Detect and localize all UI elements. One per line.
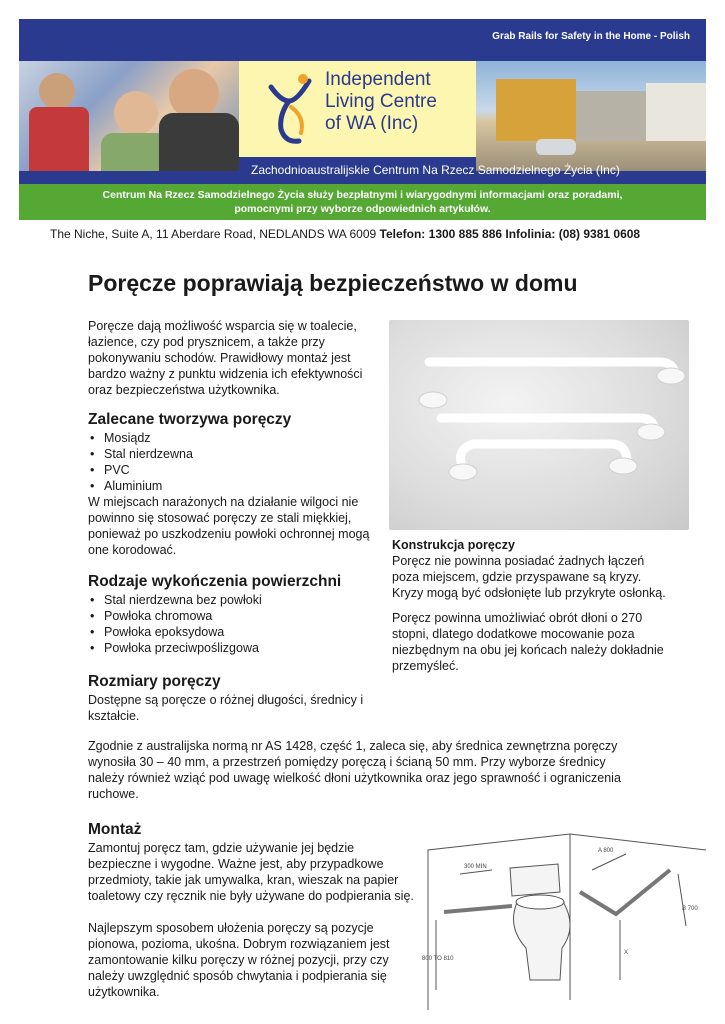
- mounting-heading: Montaż: [88, 821, 142, 838]
- subtitle: Zachodnioaustralijskie Centrum Na Rzecz Samodzielnego Życia (Inc): [251, 163, 620, 177]
- page-title: Poręcze poprawiają bezpieczeństwo w domu: [88, 270, 578, 296]
- list-item: • Powłoka przeciwpoślizgowa: [88, 640, 388, 656]
- dim-label: A 800: [598, 848, 614, 854]
- photo-building: [476, 61, 706, 171]
- grab-rails-illustration: [389, 320, 689, 530]
- logo: [239, 61, 476, 157]
- list-item: • Powłoka chromowa: [88, 608, 388, 624]
- sizes-section: [88, 672, 388, 724]
- mounting-text-2: Najlepszym sposobem ułożenia poręczy są pozycje pionowa, pozioma, ukośna. Dobrym rozwiązaniem jest zamontowanie kilku poręczy w różnej pozycji, przy czy należy uwzględnić sposób chwytania i podpierania się użytkownika.: [88, 921, 390, 999]
- list-item: • PVC: [88, 462, 388, 478]
- materials-list: [88, 430, 388, 494]
- ilc-logo-icon: [265, 71, 313, 147]
- toilet-rail-diagram: [420, 830, 710, 1015]
- construction-text-2: Poręcz powinna umożliwiać obrót dłoni o 270 stopni, dlatego dodatkowe mocowanie poza niezbędnym na obu jej końcach należy dokładnie przemyśleć.: [392, 611, 664, 673]
- address: The Niche, Suite A, 11 Aberdare Road, NEDLANDS WA 6009: [50, 227, 377, 241]
- address-line: [50, 227, 640, 241]
- construction-section: [392, 537, 692, 674]
- logo-text: Independent Living Centre of WA (Inc): [325, 69, 437, 134]
- materials-heading: Zalecane tworzywa poręczy: [88, 411, 292, 428]
- dim-label: X: [624, 950, 629, 956]
- phone-numbers: Telefon: 1300 885 886 Infolinia: (08) 9381 0608: [379, 227, 641, 241]
- sizes-heading: Rozmiary poręczy: [88, 673, 221, 690]
- header-banner: [19, 19, 706, 184]
- intro-text: Poręcze dają możliwość wsparcia się w toalecie, łazience, czy pod prysznicem, a także przy pokonywaniu schodów. Prawidłowy montaż jest bardzo ważny z punktu widzenia ich efektywności oraz bezpieczeństwa użytkownika.: [88, 319, 363, 397]
- construction-heading: Konstrukcja poręczy: [392, 538, 515, 552]
- standard-paragraph: Zgodnie z australijska normą nr AS 1428, część 1, zaleca się, aby średnica zewnętrzna poręczy wynosiła 30 – 40 mm, a przestrzeń pomiędzy poręczą i ścianą 50 mm. Przy wyborze średnicy należy również wziąć pod uwagę wielkość dłoni użytkownika oraz jego sprawność i ograniczenia ruchowe.: [88, 739, 621, 801]
- sizes-text: Dostępne są poręcze o różnej długości, średnicy i kształcie.: [88, 693, 364, 723]
- materials-section: [88, 410, 388, 558]
- list-item: • Stal nierdzewna bez powłoki: [88, 592, 388, 608]
- subtitle-bar: [239, 157, 706, 184]
- construction-text-1: Poręcz nie powinna posiadać żadnych łączeń poza miejscem, gdzie przyspawane są kryzy. Kryzy mogą być odsłonięte lub przykryte osłonką.: [392, 554, 666, 600]
- finishes-section: [88, 572, 388, 656]
- list-item: • Stal nierdzewna: [88, 446, 388, 462]
- finishes-list: [88, 592, 388, 656]
- dim-label: 300 MIN: [464, 864, 487, 870]
- grab-rails-photo: [389, 320, 689, 530]
- dim-label: B 700: [682, 906, 698, 912]
- materials-note: W miejscach narażonych na działanie wilgoci nie powinno się stosować poręczy ze stali miękkiej, ponieważ po uszkodzeniu powłoki ochronnej mogą one korodować.: [88, 495, 370, 557]
- dim-label: 800 TO 810: [422, 956, 454, 962]
- header-tagline: Grab Rails for Safety in the Home - Polish: [492, 31, 690, 42]
- left-column: [88, 318, 388, 398]
- list-item: • Aluminium: [88, 478, 388, 494]
- mounting-section: [88, 820, 428, 1000]
- info-bar: Centrum Na Rzecz Samodzielnego Życia służy bezpłatnymi i wiarygodnymi informacjami oraz poradami, pomocnymi przy wyborze odpowiednich artykułów.: [19, 184, 706, 220]
- mounting-text-1: Zamontuj poręcz tam, gdzie używanie jej będzie bezpieczne i wygodne. Ważne jest, aby przypadkowe przedmioty, takie jak umywalka, kran, wieszak na papier toaletowy czy ręcznik nie były używane do podpierania się.: [88, 841, 414, 903]
- list-item: • Powłoka epoksydowa: [88, 624, 388, 640]
- list-item: • Mosiądz: [88, 430, 388, 446]
- photo-family: [19, 61, 239, 171]
- finishes-heading: Rodzaje wykończenia powierzchni: [88, 573, 342, 590]
